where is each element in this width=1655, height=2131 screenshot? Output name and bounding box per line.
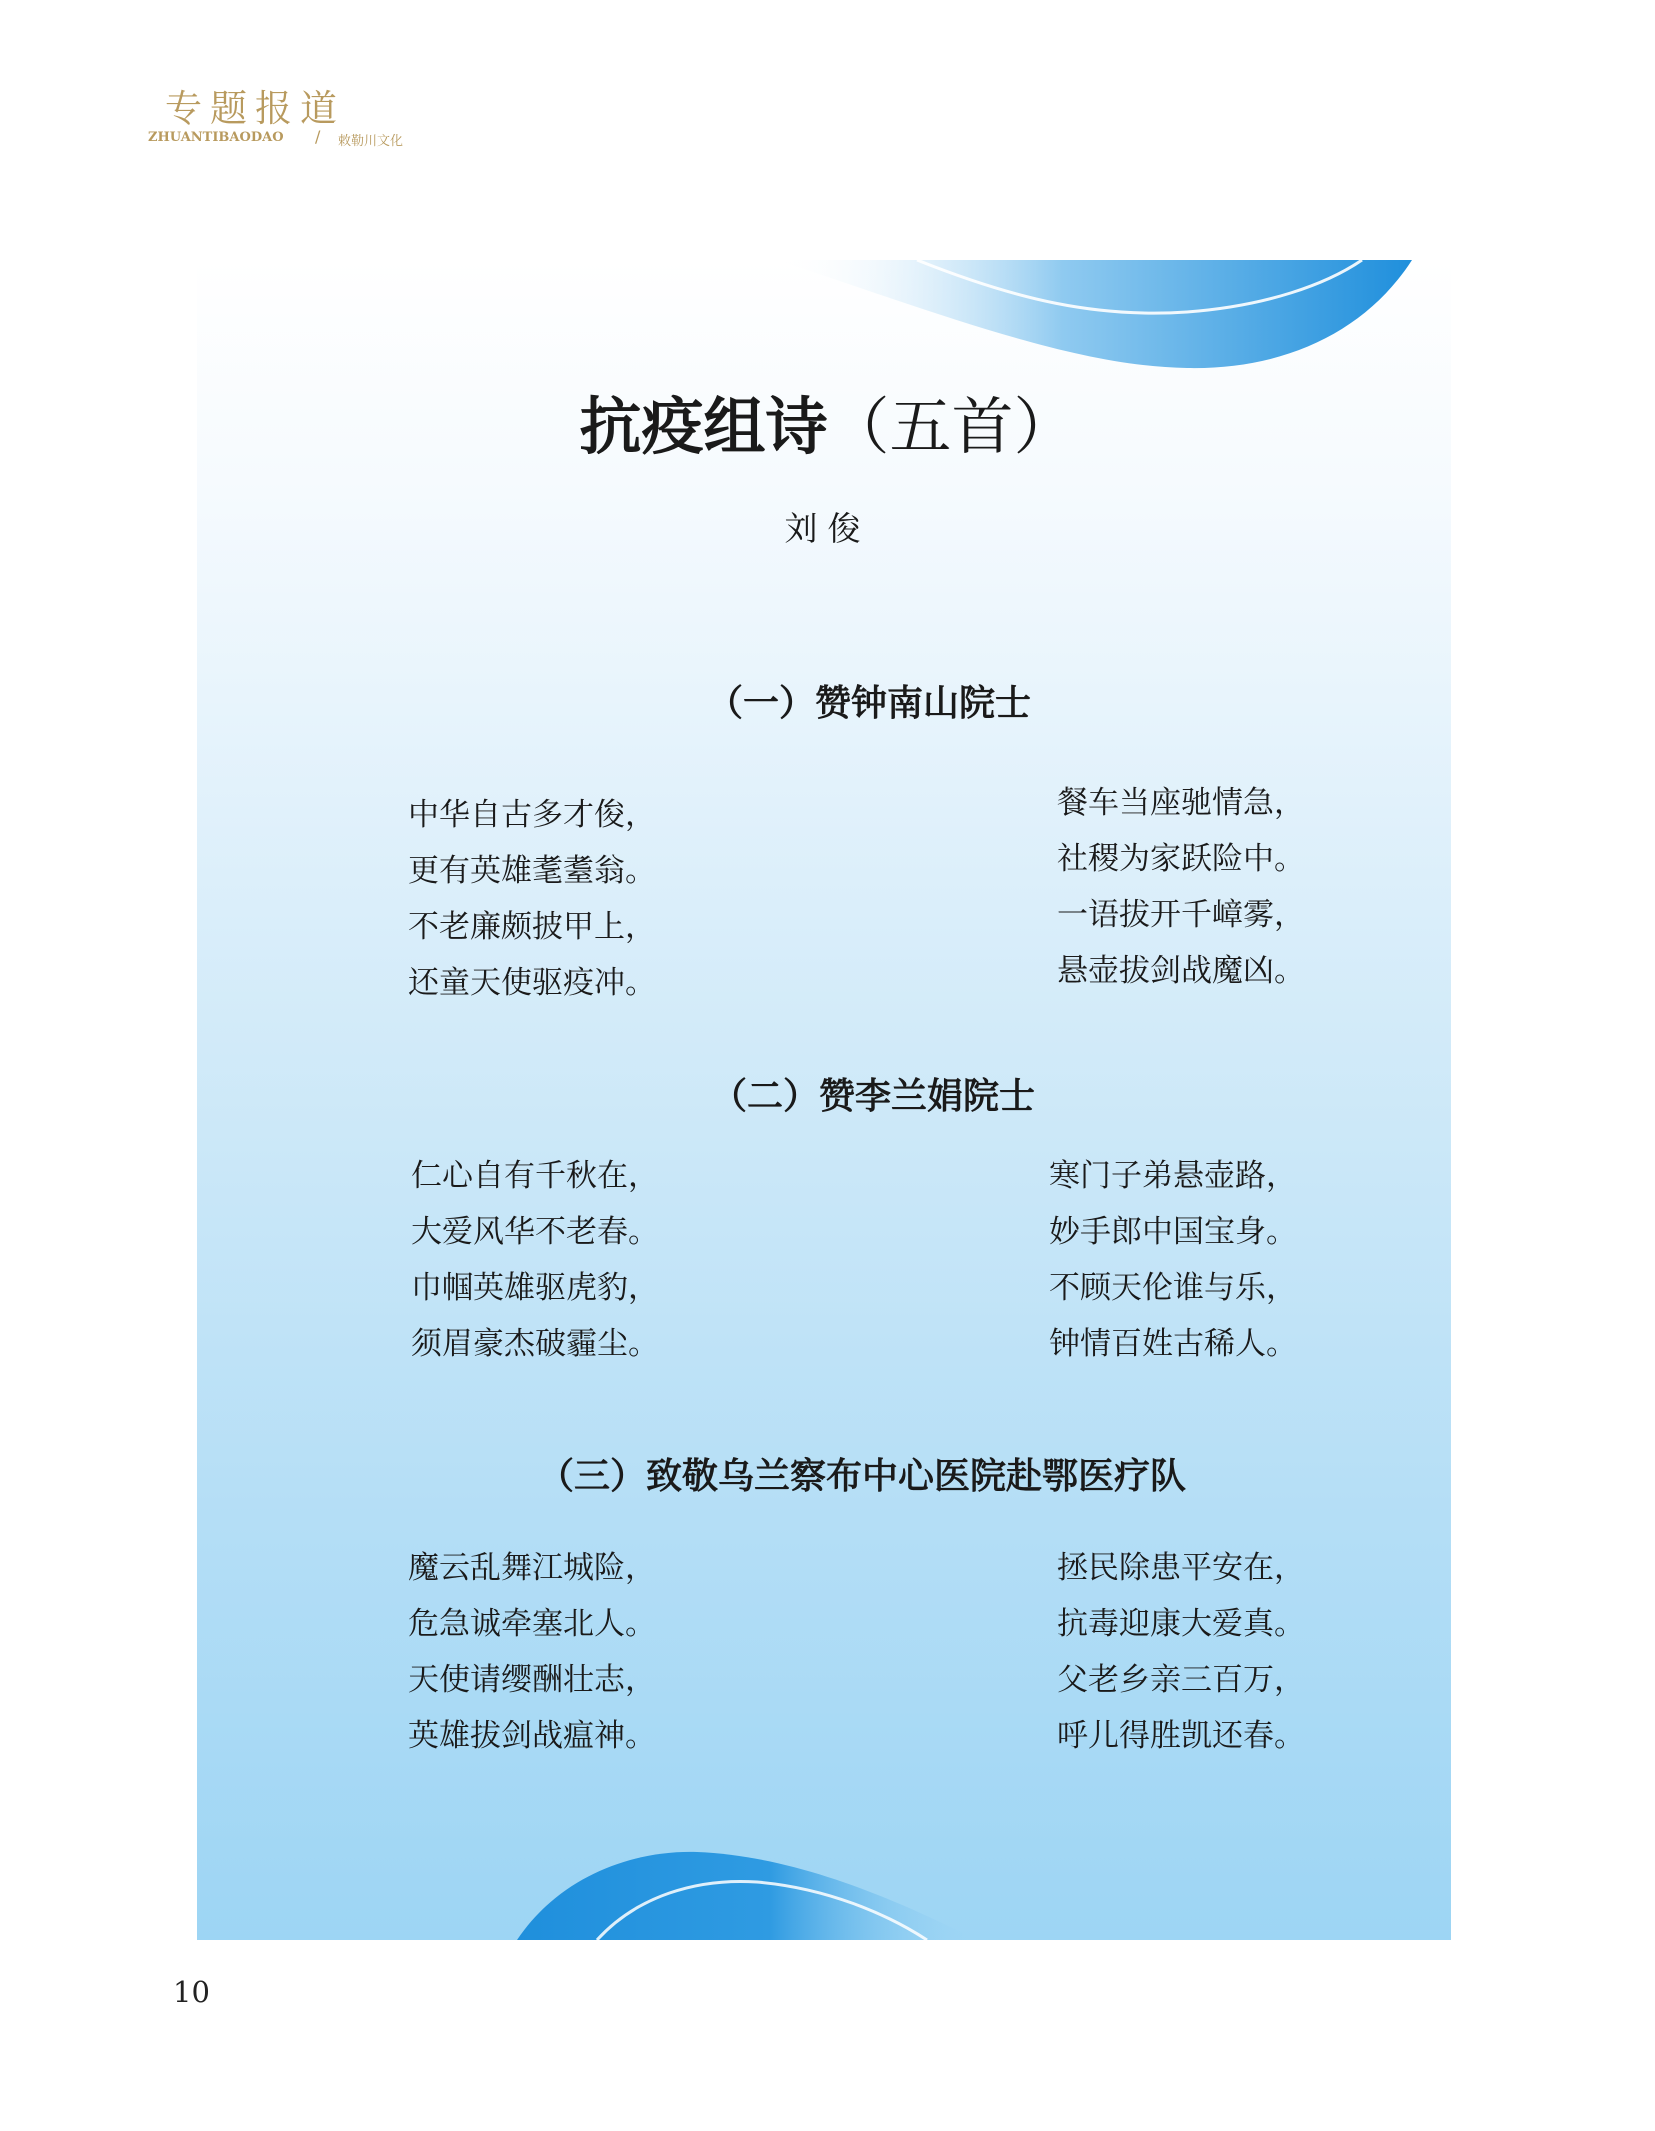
author-name: 刘俊: [784, 509, 871, 548]
poem-line: 拯民除患平安在，: [1057, 1550, 1305, 1586]
poem-2-right-stanza: [1049, 1148, 1297, 1372]
poem-line: 天使请缨酬壮志，: [408, 1662, 656, 1698]
poem-line: 大爱风华不老春。: [411, 1214, 659, 1250]
poem-line: 妙手郎中国宝身。: [1049, 1214, 1297, 1250]
poem-line: 英雄拔剑战瘟神。: [408, 1718, 656, 1754]
header-slash: /: [315, 127, 321, 146]
poem-line: 须眉豪杰破霾尘。: [411, 1326, 659, 1362]
poem-line: 危急诚牵塞北人。: [408, 1606, 656, 1642]
poem-1-left-stanza: [408, 787, 656, 1011]
page-number: 10: [173, 1975, 210, 2009]
poem-line: 呼儿得胜凯还春。: [1057, 1718, 1305, 1754]
poem-1-heading: （一）赞钟南山院士: [707, 683, 1032, 724]
poem-line: 不顾天伦谁与乐，: [1049, 1270, 1297, 1306]
poem-3-right-stanza: [1057, 1540, 1305, 1764]
poem-2-heading: （二）赞李兰娟院士: [711, 1076, 1036, 1117]
top-swoosh-decoration: [197, 260, 1451, 400]
poem-line: 餐车当座驰情急，: [1057, 785, 1305, 821]
section-title: 专题报道: [165, 87, 345, 130]
poem-3-heading: （三）致敬乌兰察布中心医院赴鄂医疗队: [538, 1456, 1187, 1497]
poem-line: 还童天使驱疫冲。: [408, 965, 656, 1001]
poem-2-left-stanza: [411, 1148, 659, 1372]
poem-line: 魔云乱舞江城险，: [408, 1550, 656, 1586]
poem-line: 中华自古多才俊，: [408, 797, 656, 833]
poem-line: 父老乡亲三百万，: [1057, 1662, 1305, 1698]
poem-1-right-stanza: [1057, 775, 1305, 999]
poem-line: 巾帼英雄驱虎豹，: [411, 1270, 659, 1306]
section-pinyin: ZHUANTIBAODAO: [148, 130, 284, 145]
poem-line: 寒门子弟悬壶路，: [1049, 1158, 1297, 1194]
poem-line: 悬壶拔剑战魔凶。: [1057, 953, 1305, 989]
poem-line: 一语拔开千嶂雾，: [1057, 897, 1305, 933]
poem-line: 仁心自有千秋在，: [411, 1158, 659, 1194]
bottom-swoosh-decoration: [197, 1800, 1451, 1940]
poem-line: 抗毒迎康大爱真。: [1057, 1606, 1305, 1642]
poem-line: 更有英雄耄耋翁。: [408, 853, 656, 889]
poem-line: 社稷为家跃险中。: [1057, 841, 1305, 877]
poem-line: 不老廉颇披甲上，: [408, 909, 656, 945]
poem-3-left-stanza: [408, 1540, 656, 1764]
section-name: 敕勒川文化: [338, 134, 404, 149]
title-main: 抗疫组诗: [579, 390, 828, 463]
poem-line: 钟情百姓古稀人。: [1049, 1326, 1297, 1362]
article-title: [0, 392, 1655, 462]
title-subtitle: （五首）: [827, 390, 1076, 463]
